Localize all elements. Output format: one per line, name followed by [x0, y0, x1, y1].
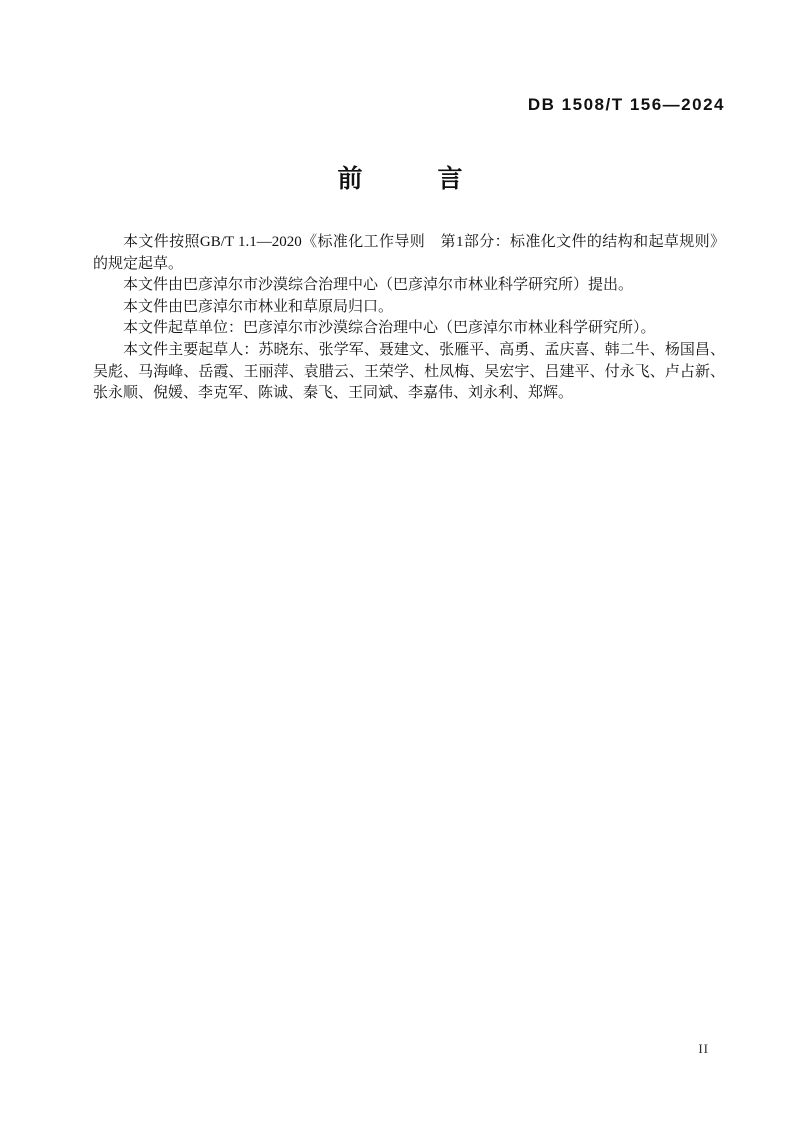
paragraph-centralized-by: 本文件由巴彦淖尔市林业和草原局归口。 [123, 298, 394, 315]
paragraph-proposed-by: 本文件由巴彦淖尔市沙漠综合治理中心（巴彦淖尔市林业科学研究所）提出。 [123, 277, 634, 294]
page-number: II [698, 1041, 709, 1056]
paragraph-standard-basis: 本文件按照GB/T 1.1—2020《标准化工作导则 第1部分：标准化文件的结构和起草规则》的规定起草。 [93, 234, 725, 272]
document-body [93, 232, 725, 405]
page-title: 前 言 [337, 165, 463, 193]
paragraph-drafters: 本文件主要起草人：苏晓东、张学军、聂建文、张雁平、高勇、孟庆喜、韩二牛、杨国昌、吴彪、马海峰、岳霞、王丽萍、袁腊云、王荣学、杜凤梅、吴宏宇、吕建平、付永飞、卢占新、张永顺、倪媛、李克军、陈诚、秦飞、王同斌、李嘉伟、刘永利、郑辉。 [93, 341, 725, 402]
paragraph-drafting-organization: 本文件起草单位：巴彦淖尔市沙漠综合治理中心（巴彦淖尔市林业科学研究所）。 [123, 320, 656, 337]
document-code: DB 1508/T 156—2024 [527, 95, 725, 114]
